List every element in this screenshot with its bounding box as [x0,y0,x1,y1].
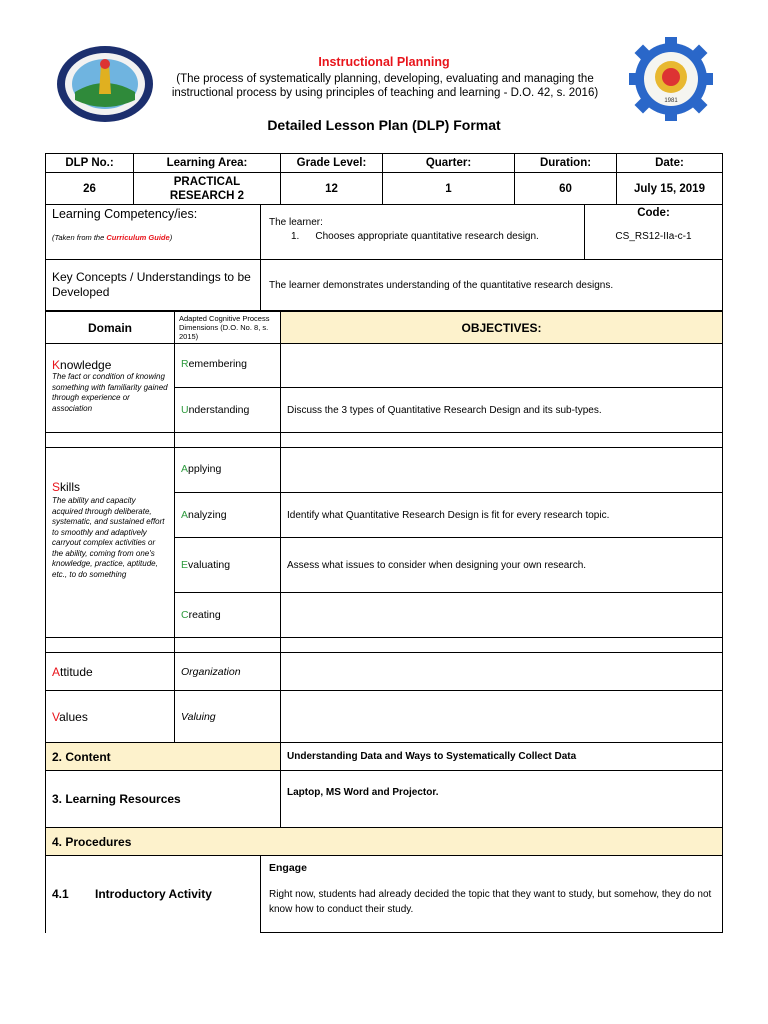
knowledge-initial: K [52,358,61,372]
school-gear-logo [621,37,721,121]
note-prefix: (Taken from the [52,233,107,242]
understanding-label [181,404,249,416]
adapted-header: Adapted Cognitive Process Dimensions (D.O. No. 8, s. 2015) [179,314,270,341]
learning-area-value: PRACTICAL RESEARCH 2 [169,175,245,202]
knowledge-cell [45,343,175,433]
info-header-quarter: Quarter: [382,153,515,173]
skills-rest: kills [60,480,81,494]
domain-header: Domain [45,311,175,344]
intro-value-cell [260,855,723,933]
intro-text: Right now, students had already decided the topic that they want to study, but somehow, they do not know how to conduct their study. [269,889,712,915]
attitude-cell [45,652,175,691]
knowledge-desc: The fact or condition of knowing something with familiarity gained through experience or association [52,372,168,413]
content-value: Understanding Data and Ways to Systematically Collect Data [280,742,723,771]
creating-objective [280,592,723,638]
logo-year: 1981 [664,98,678,104]
understanding-objective: Discuss the 3 types of Quantitative Research Design and its sub-types. [280,387,723,433]
info-header-dlp-no: DLP No.: [45,153,134,173]
competency-value-cell [260,204,585,260]
values-label [52,710,88,724]
resources-value: Laptop, MS Word and Projector. [280,770,723,828]
applying-objective [280,447,723,493]
knowledge-rest: nowledge [60,358,112,372]
understanding-rest: nderstanding [188,404,250,416]
key-concepts-label: Key Concepts / Understandings to be Developed [52,270,251,299]
skills-label [52,480,80,494]
remembering-rest: emembering [188,358,247,370]
evaluating-cell [174,537,281,593]
competency-label: Learning Competency/ies: [52,207,198,221]
organization-label: Organization [174,652,281,691]
competency-label-cell [45,204,261,260]
key-concepts-label-cell [45,259,261,311]
intro-label: Introductory Activity [95,887,212,901]
analyzing-rest: nalyzing [188,509,227,521]
skills-cell [45,447,175,638]
learner-text: The learner: [269,217,323,228]
spacer-row-b1 [45,637,175,653]
creating-initial: C [181,609,189,621]
analyzing-initial: A [181,509,189,521]
remembering-initial: R [181,358,189,370]
remembering-label [181,358,247,370]
competency-item [269,231,539,242]
content-label: 2. Content [45,742,281,771]
grade-level-value: 12 [280,172,383,205]
objectives-header: OBJECTIVES: [280,311,723,344]
info-header-date: Date: [616,153,723,173]
spacer-row-a1 [45,432,175,448]
analyzing-label [181,509,227,521]
knowledge-label [52,358,111,372]
header-title: Instructional Planning [318,55,450,69]
values-rest: alues [59,709,88,724]
creating-rest: reating [188,609,221,621]
intro-num: 4.1 [52,887,69,901]
attitude-rest: ttitude [60,664,93,679]
competency-item-num: 1. [291,231,300,242]
attitude-initial: A [52,664,61,679]
applying-initial: A [181,463,189,475]
date-value: July 15, 2019 [616,172,723,205]
header-subtitle: (The process of systematically planning, developing, evaluating and managing the instructional process by using principles of teaching and learning - D.O. 42, s. 2016) [171,73,599,99]
code-cell [584,204,723,260]
spacer-row-b2 [174,637,281,653]
values-cell [45,690,175,743]
values-objective [280,690,723,743]
analyzing-cell [174,492,281,538]
info-header-grade-level: Grade Level: [280,153,383,173]
remembering-cell [174,343,281,388]
info-header-duration: Duration: [514,153,617,173]
key-concepts-value-cell [260,259,723,311]
key-concepts-value: The learner demonstrates understanding of the quantitative research designs. [269,279,614,291]
curriculum-guide-link: Curriculum Guide [106,233,170,242]
code-value: CS_RS12-IIa-c-1 [615,231,692,242]
procedures-label: 4. Procedures [45,827,723,856]
values-initial: V [52,709,60,724]
evaluating-objective: Assess what issues to consider when designing your own research. [280,537,723,593]
attitude-label [52,665,93,679]
creating-cell [174,592,281,638]
competency-note [52,233,172,242]
info-header-learning-area: Learning Area: [133,153,281,173]
analyzing-objective: Identify what Quantitative Research Design is fit for every research topic. [280,492,723,538]
remembering-objective [280,343,723,388]
code-label: Code: [637,207,670,219]
attitude-objective [280,652,723,691]
dlp-no-value: 26 [45,172,134,205]
applying-cell [174,447,281,493]
evaluating-label [181,559,230,571]
duration-value: 60 [514,172,617,205]
intro-left-border [45,855,46,933]
spacer-row-b3 [280,637,723,653]
valuing-label: Valuing [174,690,281,743]
quarter-value: 1 [382,172,515,205]
engage-label: Engage [269,862,307,874]
evaluating-initial: E [181,559,189,571]
learning-area-value-cell [133,172,281,205]
spacer-row-a2 [174,432,281,448]
evaluating-rest: valuating [188,559,231,571]
competency-item-text: Chooses appropriate quantitative research design. [315,231,539,242]
applying-label [181,463,221,475]
skills-desc: The ability and capacity acquired through deliberate, systematic, and sustained effort to smoothly and adaptively carryout complex activities or the ability, coming from one's knowledge, practice, aptitude, etc., to do something [52,496,165,579]
understanding-initial: U [181,404,189,416]
skills-initial: S [52,480,61,494]
creating-label [181,609,221,621]
understanding-cell [174,387,281,433]
document-title: Detailed Lesson Plan (DLP) Format [267,117,501,133]
applying-rest: pplying [188,463,222,475]
adapted-header-cell [174,311,281,344]
resources-label: 3. Learning Resources [45,770,281,828]
note-suffix: ) [169,233,173,242]
spacer-row-a3 [280,432,723,448]
